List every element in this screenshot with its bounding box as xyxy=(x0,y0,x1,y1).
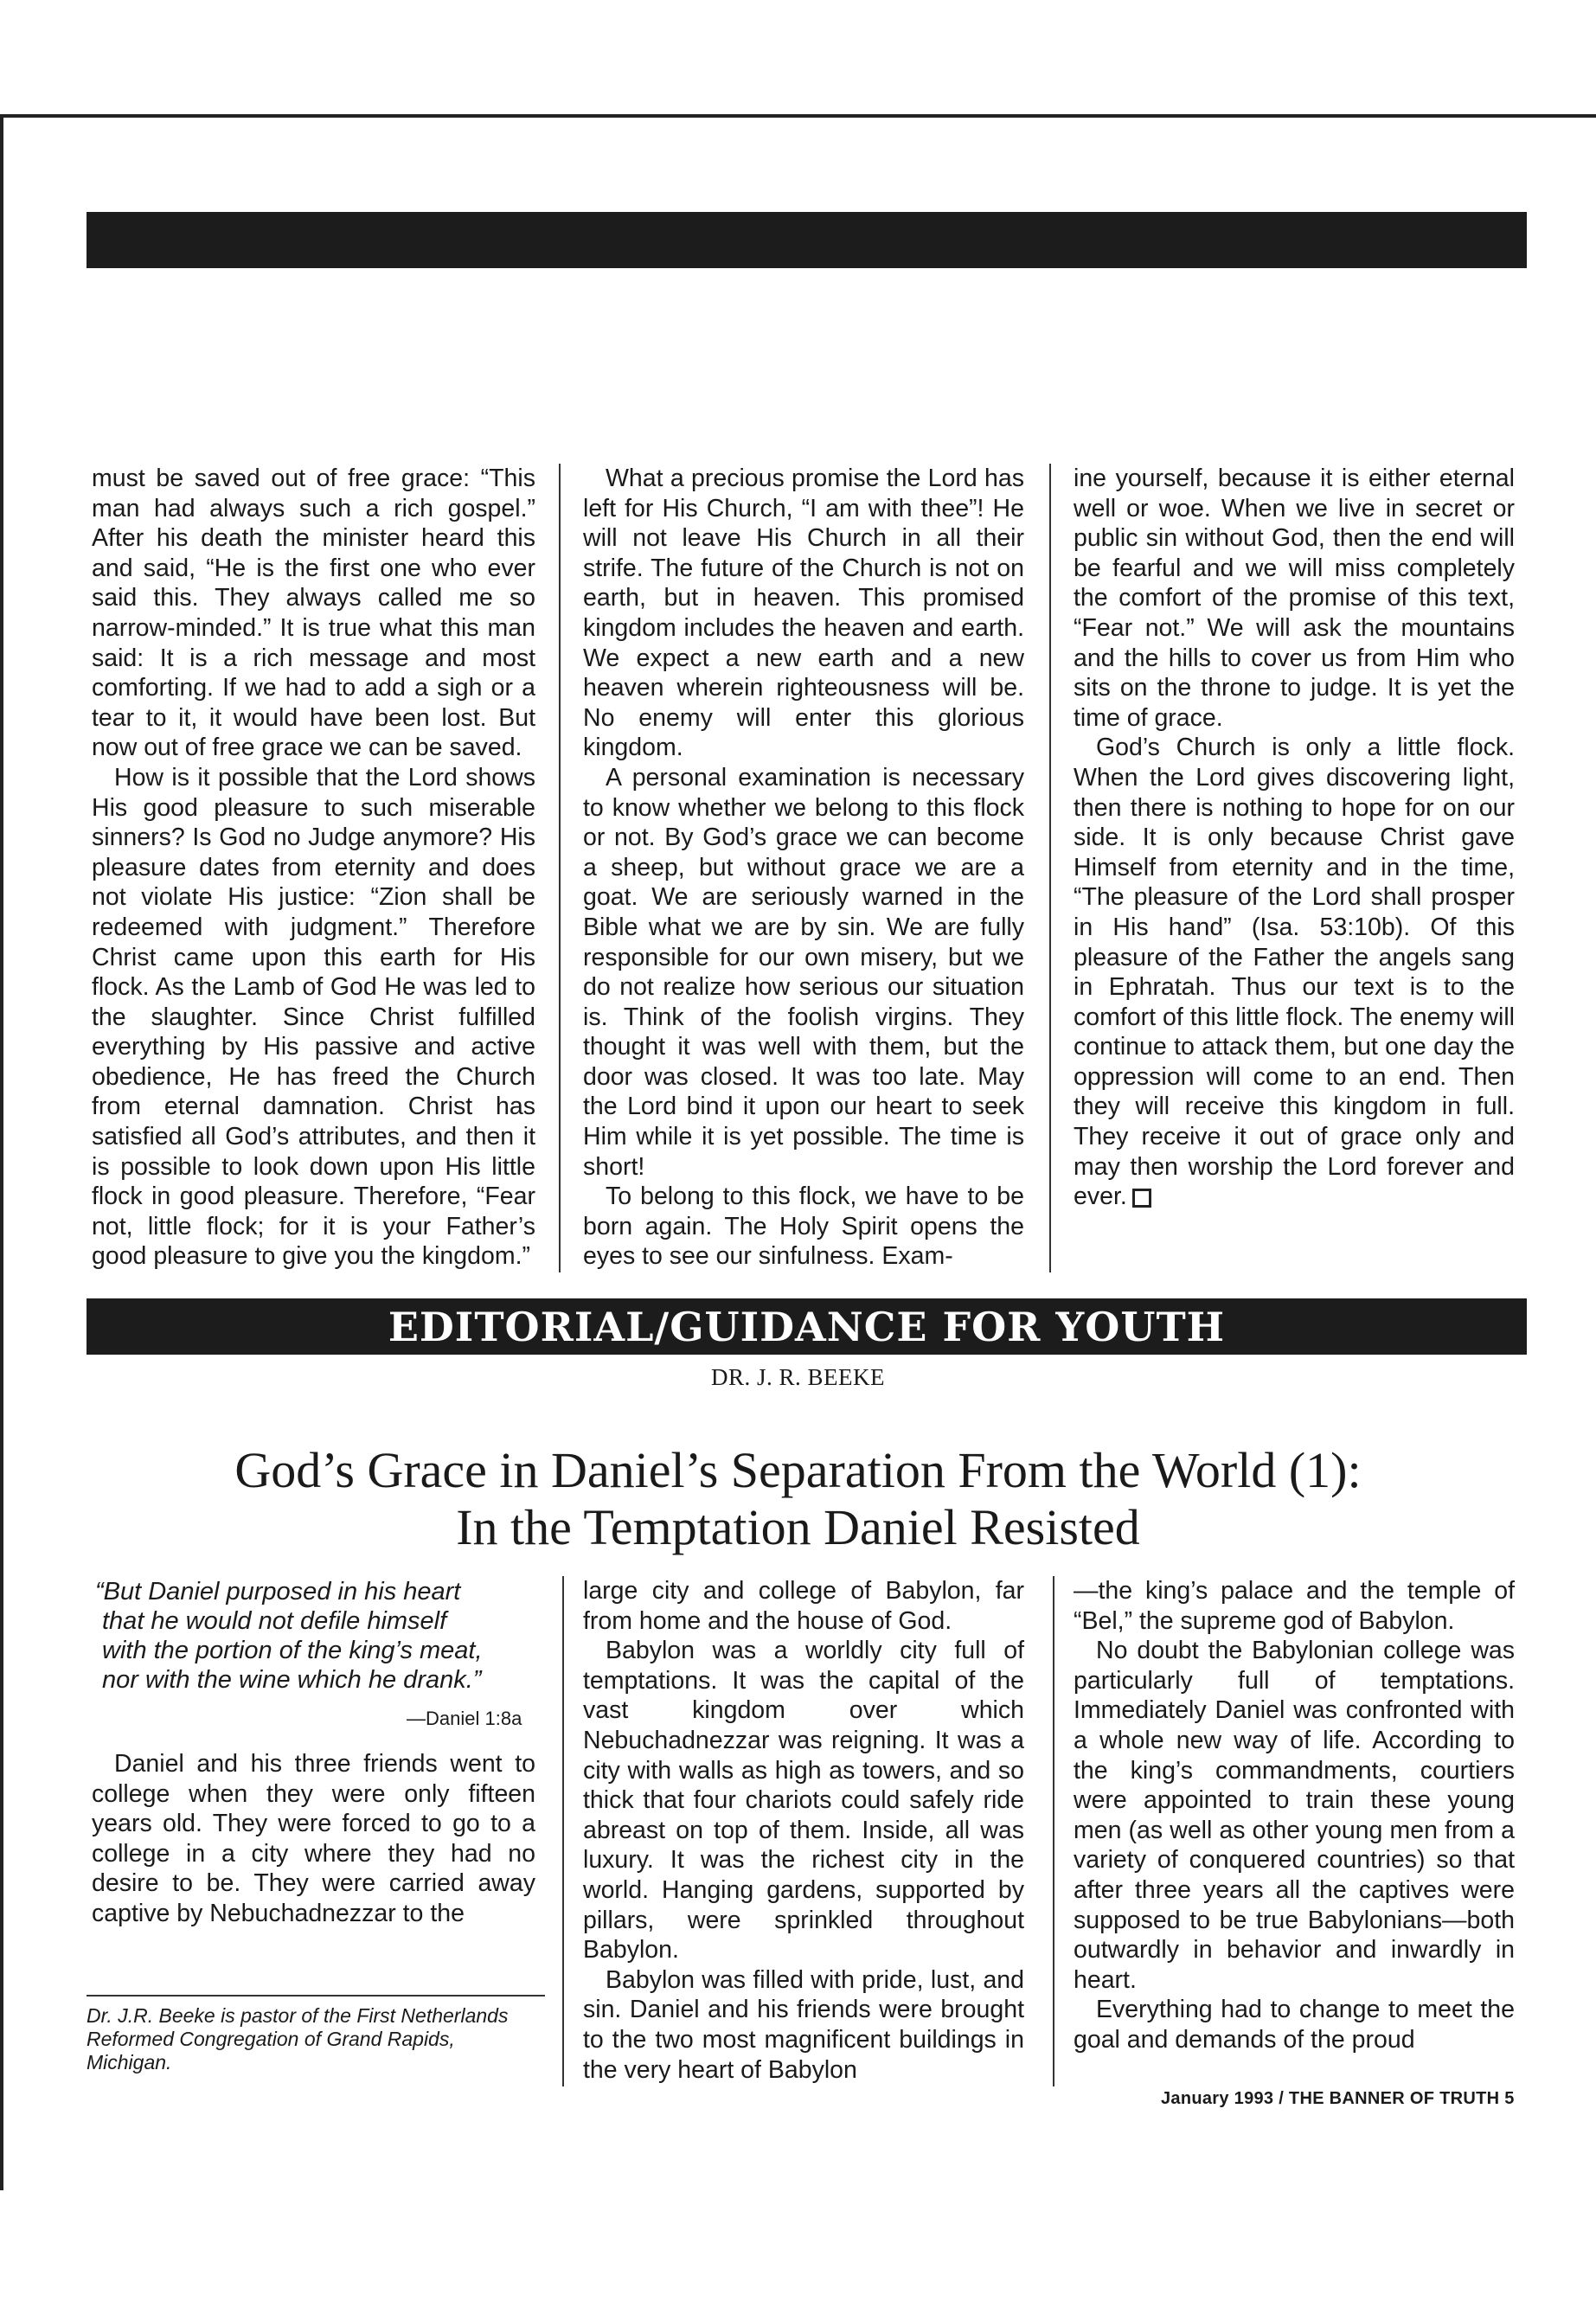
footnote-rule xyxy=(87,1995,545,1997)
paragraph: To belong to this flock, we have to be born again. The Holy Spirit opens the eyes to see our sinfulness. Exam- xyxy=(583,1183,1024,1271)
paragraph: How is it possible that the Lord shows His good pleasure to such miserable sinners? Is God no Judge anymore? His pleasure dates from eternity and does not violate His justice: “Zion shall be redeemed with judgment.” Therefore Christ came upon this earth for His flock. As the Lamb of God He was led to the slaughter. Since Christ fulfilled everything by His passive and active obedience, He has freed the Church from eternal damnation. Christ has satisfied all God’s attributes, and then it is possible to look down upon His little flock in good pleasure. Therefore, “Fear not, little flock; for it is your Father’s good pleasure to give you the kingdom.” xyxy=(92,763,535,1271)
epigraph-reference: —Daniel 1:8a xyxy=(407,1708,522,1729)
paragraph: —the king’s palace and the temple of “Bel,” the supreme god of Babylon. xyxy=(1074,1577,1515,1635)
article1-column-3 xyxy=(1074,464,1515,1212)
section-banner xyxy=(87,1298,1527,1355)
author-byline: DR. J. R. BEEKE xyxy=(710,1364,885,1390)
paragraph: Babylon was filled with pride, lust, and sin. Daniel and his friends were brought to the two most magnificent buildings in the very heart of Babylon xyxy=(583,1965,1024,2084)
column-divider xyxy=(1053,1576,1054,2086)
header-black-bar xyxy=(87,212,1527,268)
page-folio: January 1993 / THE BANNER OF TRUTH 5 xyxy=(1161,2089,1515,2108)
paragraph xyxy=(1074,733,1515,1212)
article-headline xyxy=(0,1442,1596,1556)
headline-line-2: In the Temptation Daniel Resisted xyxy=(456,1499,1140,1555)
paragraph: No doubt the Babylonian college was particularly full of temptations. Immediately Daniel was confronted with a whole new way of life. According to the king’s commandments, courtiers were appointed to train these young men (as well as other young men from a variety of conquered countries) so that after three years all the captives were supposed to be true Babylonians—both outwardly in behavior and inwardly in heart. xyxy=(1074,1637,1515,1994)
paragraph: What a precious promise the Lord has left for His Church, “I am with thee”! He will not leave His Church in all their strife. The future of the Church is not on earth, but in heaven. This promised kingdom includes the heaven and earth. We expect a new earth and a new heaven wherein righteousness will be. No enemy will enter this glorious kingdom. xyxy=(583,465,1024,762)
column-divider xyxy=(559,464,561,1272)
epigraph-quote xyxy=(95,1577,545,1695)
top-border-rule xyxy=(0,114,1596,118)
paragraph-text: God’s Church is only a little flock. When the Lord gives discovering light, then there is nothing to hope for on our side. It is only because Christ gave Himself from eternity and in the time, “The pleasure of the Lord shall prosper in His hand” (Isa. 53:10b). Of this pleasure of the Father the angels sang in Ephratah. Thus our text is to the comfort of this little flock. The enemy will continue to attack them, but one day the oppression will come to an end. Then they will receive this kingdom in full. They receive it out of grace only and may then worship the Lord forever and ever. xyxy=(1074,734,1515,1211)
paragraph: Daniel and his three friends went to college when they were only fifteen years old. They were forced to go to a college in a city where they had no desire to be. They were carried away captive by Nebuchadnezzar to the xyxy=(92,1750,535,1927)
paragraph: ine yourself, because it is either eternal well or woe. When we live in secret or public sin without God, then the end will be fearful and we will miss completely the comfort of the promise of this text, “Fear not.” We will ask the mountains and the hills to cover us from Him who sits on the throne to judge. It is yet the time of grace. xyxy=(1074,465,1515,732)
article2-column-1 xyxy=(92,1749,535,1929)
section-banner-title: EDITORIAL/GUIDANCE FOR YOUTH xyxy=(388,1303,1226,1350)
paragraph: must be saved out of free grace: “This man had always such a rich gospel.” After his death the minister heard this and said, “He is the first one who ever said this. They always called me so narrow-minded.” It is true what this man said: It is a rich message and most comforting. If we had to add a sigh or a tear to it, it would have been lost. But now out of free grace we can be saved. xyxy=(92,465,535,762)
epigraph-line: with the portion of the king’s meat, xyxy=(102,1637,483,1664)
paragraph: Everything had to change to meet the goal and demands of the proud xyxy=(1074,1996,1515,2054)
article2-column-3 xyxy=(1074,1576,1515,2055)
column-divider xyxy=(1049,464,1051,1272)
article2-column-2 xyxy=(583,1576,1024,2085)
epigraph-line: “But Daniel purposed in his heart xyxy=(95,1578,461,1606)
left-border-rule xyxy=(0,114,3,2190)
article1-column-2 xyxy=(583,464,1024,1272)
column-divider xyxy=(562,1576,564,2086)
author-footnote: Dr. J.R. Beeke is pastor of the First Netherlands Reformed Congregation of Grand Rapids, Michigan. xyxy=(87,2004,509,2073)
paragraph: A personal examination is necessary to know whether we belong to this flock or not. By God’s grace we can become a sheep, but without grace we are a goat. We are seriously warned in the Bible what we are by sin. We are fully responsible for our own misery, but we do not realize how serious our situation is. Think of the foolish virgins. They thought it was well with them, but the door was closed. It was too late. May the Lord bind it upon our heart to seek Him while it is yet possible. The time is short! xyxy=(583,763,1024,1181)
epigraph-line: nor with the wine which he drank.” xyxy=(102,1666,482,1694)
article1-column-1 xyxy=(92,464,535,1272)
paragraph: Babylon was a worldly city full of temptations. It was the capital of the vast kingdom over which Nebuchadnezzar was reigning. It was a city with walls as high as towers, and so thick that four chariots could safely ride abreast on top of them. Inside, all was luxury. It was the richest city in the world. Hanging gardens, supported by pillars, were sprinkled throughout Babylon. xyxy=(583,1637,1024,1965)
headline-line-1: God’s Grace in Daniel’s Separation From the World (1): xyxy=(234,1442,1362,1498)
paragraph: large city and college of Babylon, far from home and the house of God. xyxy=(583,1577,1024,1635)
epigraph-line: that he would not defile himself xyxy=(102,1607,447,1635)
end-of-article-square-icon xyxy=(1132,1189,1151,1208)
